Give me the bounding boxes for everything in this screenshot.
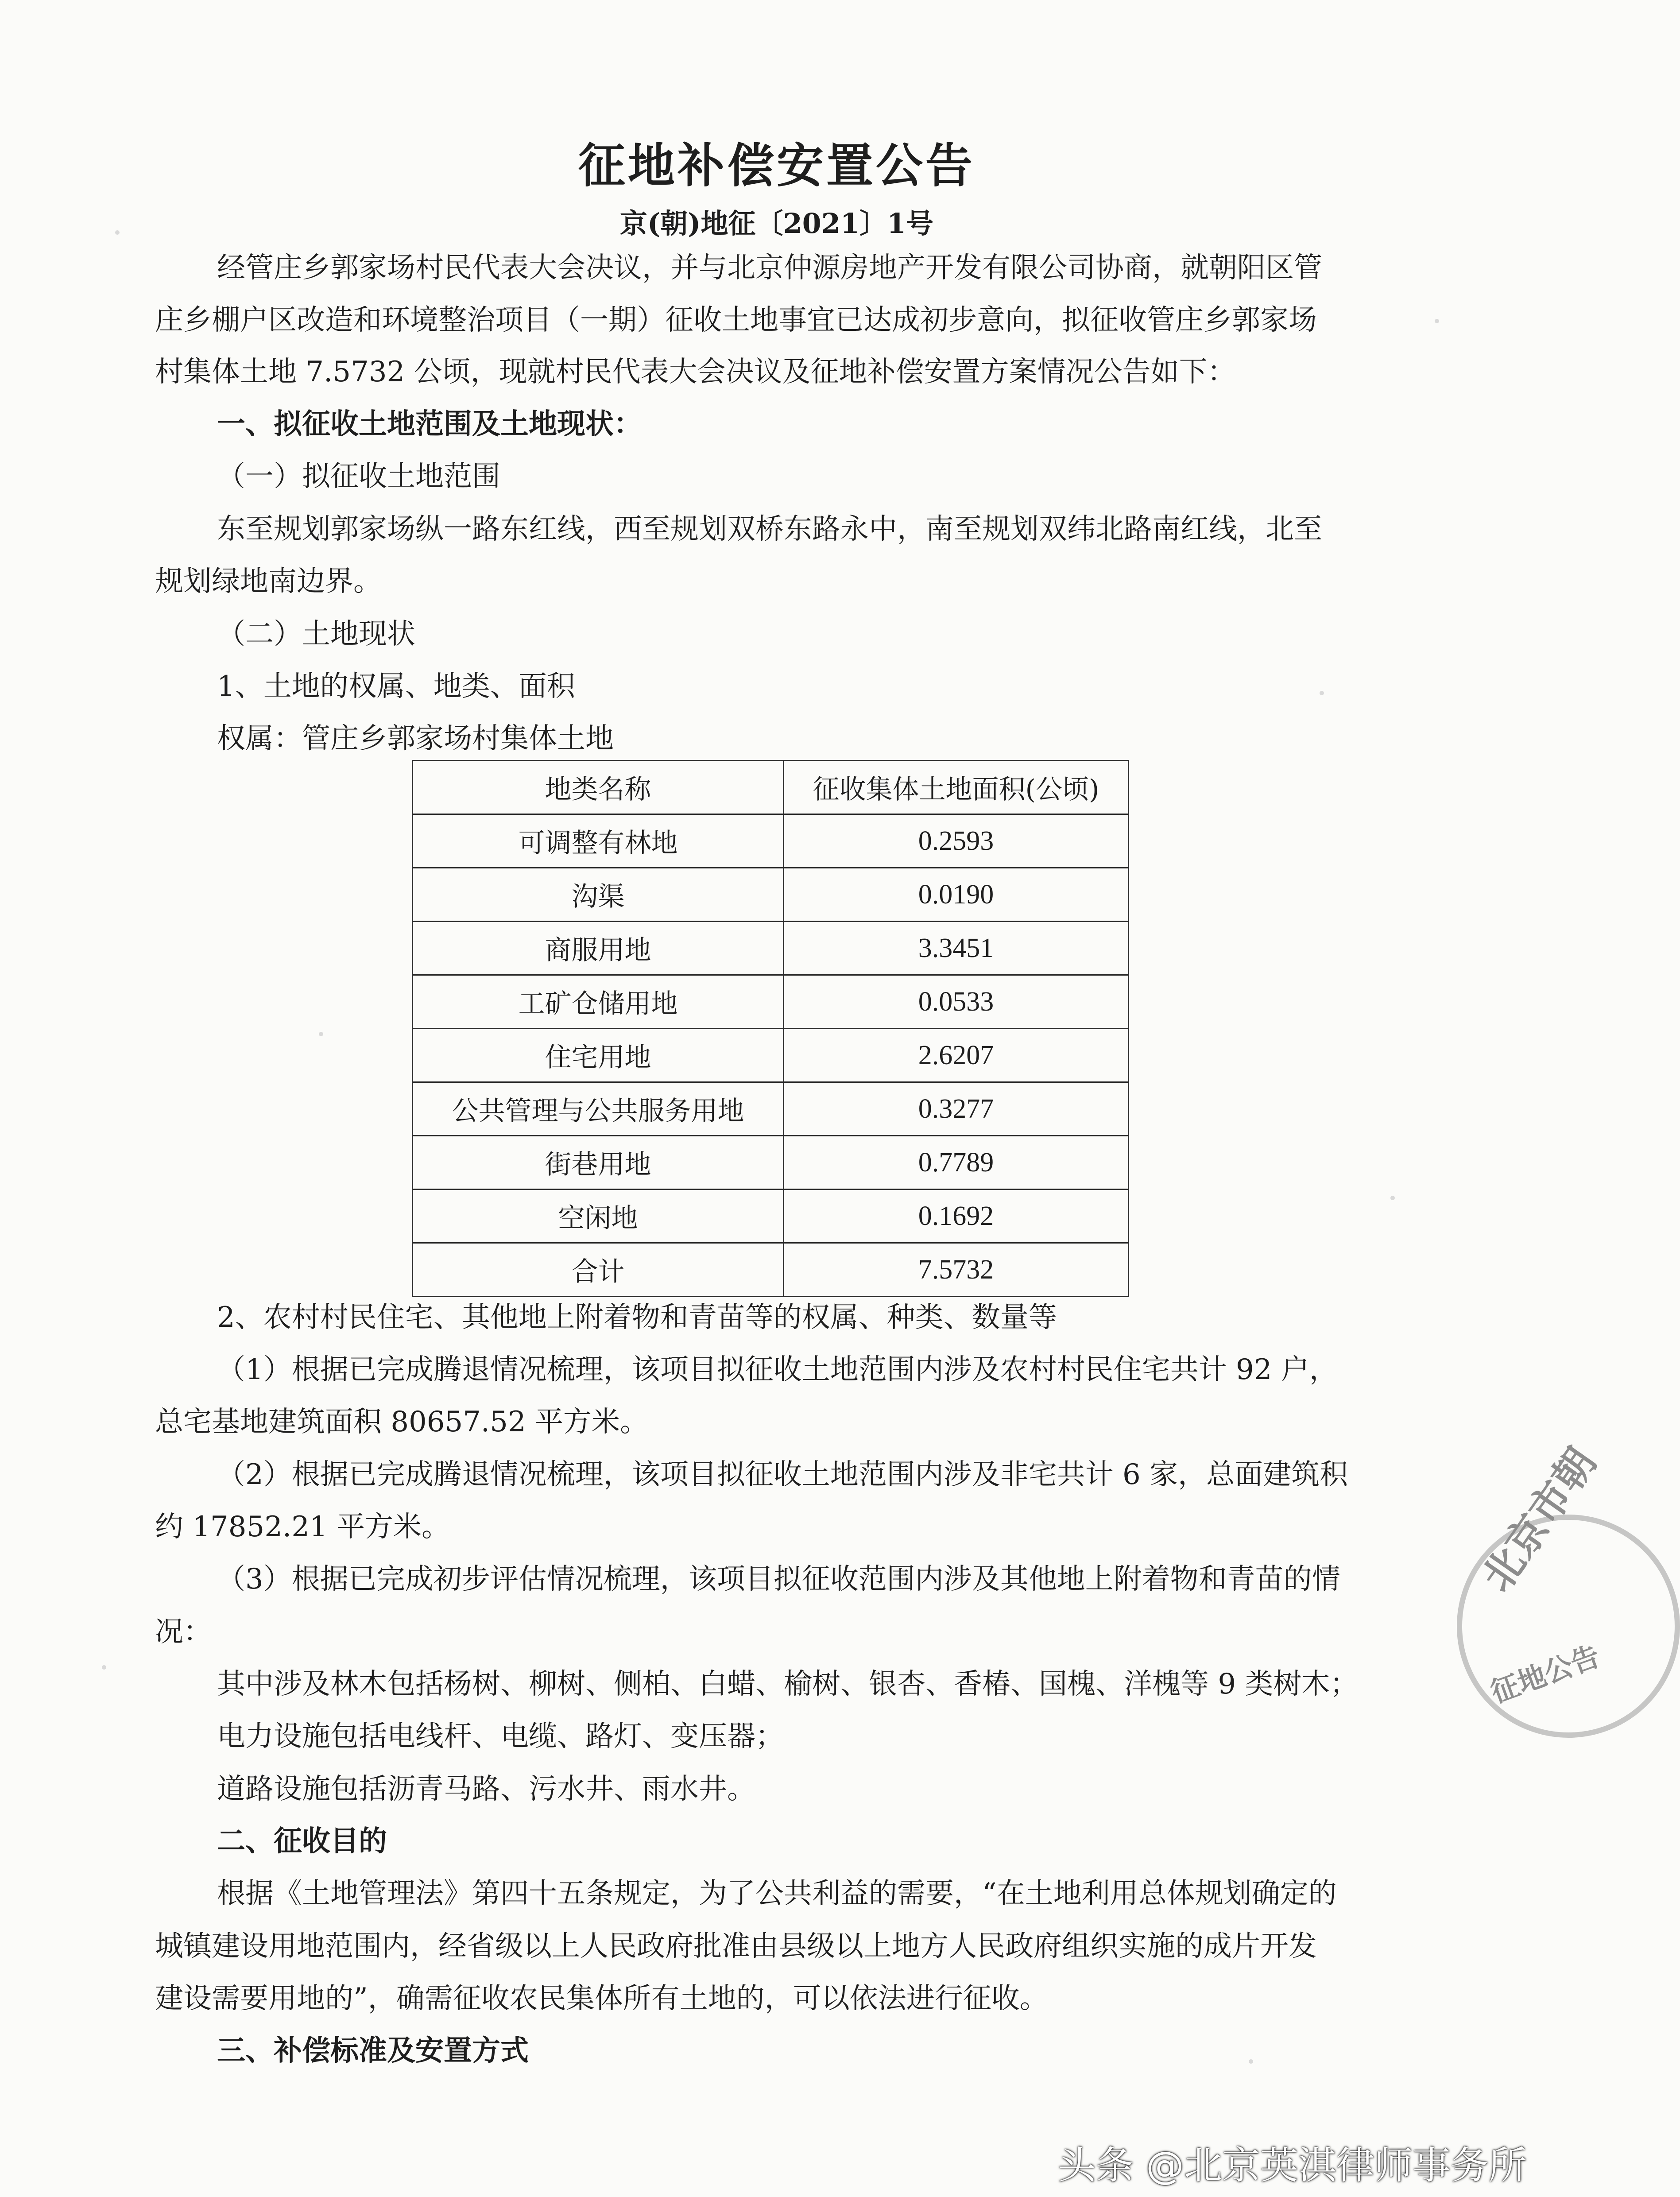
land-type-table [412, 760, 1129, 1297]
table-cell-land-type: 合计 [413, 1243, 784, 1297]
table-cell-land-type: 空闲地 [413, 1190, 784, 1243]
item-2-p2-line-2: 约 17852.21 平方米。 [155, 1511, 450, 1543]
power-line: 电力设施包括电线杆、电缆、路灯、变压器； [217, 1720, 784, 1753]
item-2-heading: 2、农村村民住宅、其他地上附着物和青苗等的权属、种类、数量等 [217, 1301, 1057, 1334]
table-cell-area: 0.1692 [783, 1190, 1128, 1243]
item-2-p1-line-2: 总宅基地建筑面积 80657.52 平方米。 [155, 1406, 649, 1438]
section-2-heading: 二、征收目的 [217, 1825, 387, 1858]
table-row [413, 1029, 1129, 1082]
document-number: 京(朝)地征〔2021〕1号 [619, 207, 934, 240]
item-1-heading: 1、土地的权属、地类、面积 [217, 670, 575, 703]
source-watermark: 头条 @北京英淇律师事务所 [1057, 2143, 1527, 2188]
seal-text-bottom: 征地公告 [1486, 1639, 1604, 1710]
seal-text-top: 北京市朝 [1472, 1439, 1606, 1600]
table-cell-land-type: 公共管理与公共服务用地 [413, 1082, 784, 1136]
range-line-1: 东至规划郭家场纵一路东红线，西至规划双桥东路永中，南至规划双纬北路南红线，北至 [217, 513, 1322, 546]
table-row [413, 975, 1129, 1029]
trees-line: 其中涉及林木包括杨树、柳树、侧柏、白蜡、榆树、银杏、香椿、国槐、洋槐等 9 类树木； [217, 1668, 1359, 1701]
range-line-2: 规划绿地南边界。 [155, 565, 382, 598]
subsection-1-heading: （一）拟征收土地范围 [217, 460, 500, 493]
intro-line-3: 村集体土地 7.5732 公顷，现就村民代表大会决议及征地补偿安置方案情况公告如下： [155, 356, 1236, 388]
subsection-2-heading: （二）土地现状 [217, 618, 415, 651]
intro-line-1: 经管庄乡郭家场村民代表大会决议，并与北京仲源房地产开发有限公司协商，就朝阳区管 [217, 252, 1322, 284]
table-total-row [413, 1243, 1129, 1297]
table-cell-area: 3.3451 [783, 922, 1128, 975]
ownership-line: 权属：管庄乡郭家场村集体土地 [217, 722, 614, 755]
table-cell-area: 0.3277 [783, 1082, 1128, 1136]
document-title: 征地补偿安置公告 [578, 138, 975, 193]
intro-line-2: 庄乡棚户区改造和环境整治项目（一期）征收土地事宜已达成初步意向，拟征收管庄乡郭家场 [155, 304, 1317, 337]
table-cell-area: 0.7789 [783, 1136, 1128, 1190]
purpose-line-1: 根据《土地管理法》第四十五条规定，为了公共利益的需要，“在土地利用总体规划确定的 [217, 1877, 1337, 1910]
item-2-p2-line-1: （2）根据已完成腾退情况梳理，该项目拟征收土地范围内涉及非宅共计 6 家，总面建筑积 [217, 1458, 1348, 1491]
scan-dot [1390, 1196, 1395, 1200]
table-row [413, 868, 1129, 922]
section-3-heading: 三、补偿标准及安置方式 [217, 2034, 529, 2067]
table-row [413, 814, 1129, 868]
table-cell-land-type: 沟渠 [413, 868, 784, 922]
table-cell-land-type: 住宅用地 [413, 1029, 784, 1082]
table-cell-land-type: 街巷用地 [413, 1136, 784, 1190]
roads-line: 道路设施包括沥青马路、污水井、雨水井。 [217, 1773, 755, 1806]
item-2-p3-line-1: （3）根据已完成初步评估情况梳理，该项目拟征收范围内涉及其他地上附着物和青苗的情 [217, 1563, 1340, 1596]
table-cell-area: 0.0190 [783, 868, 1128, 922]
table-cell-area: 0.2593 [783, 814, 1128, 868]
table-cell-area: 2.6207 [783, 1029, 1128, 1082]
table-header-cell: 地类名称 [413, 761, 784, 814]
table-header-row [413, 761, 1129, 814]
purpose-line-2: 城镇建设用地范围内，经省级以上人民政府批准由县级以上地方人民政府组织实施的成片开发 [155, 1930, 1317, 1963]
table-cell-area: 7.5732 [783, 1243, 1128, 1297]
scan-dot [115, 230, 120, 235]
table-row [413, 922, 1129, 975]
table-row [413, 1190, 1129, 1243]
item-2-p1-line-1: （1）根据已完成腾退情况梳理，该项目拟征收土地范围内涉及农村村民住宅共计 92 户， [217, 1353, 1338, 1386]
table-cell-land-type: 工矿仓储用地 [413, 975, 784, 1029]
table-header-cell: 征收集体土地面积(公顷) [783, 761, 1128, 814]
scan-dot [1249, 2059, 1253, 2064]
table-row [413, 1136, 1129, 1190]
section-1-heading: 一、拟征收土地范围及土地现状： [217, 407, 642, 441]
scan-dot [1435, 319, 1439, 323]
item-2-p3-line-2: 况： [155, 1616, 212, 1648]
scan-dot [102, 1665, 106, 1670]
scan-dot [1320, 691, 1324, 695]
purpose-line-3: 建设需要用地的”，确需征收农民集体所有土地的，可以依法进行征收。 [155, 1982, 1048, 2015]
table-cell-land-type: 商服用地 [413, 922, 784, 975]
table-cell-area: 0.0533 [783, 975, 1128, 1029]
table-row [413, 1082, 1129, 1136]
table-cell-land-type: 可调整有林地 [413, 814, 784, 868]
scan-dot [319, 1032, 323, 1036]
